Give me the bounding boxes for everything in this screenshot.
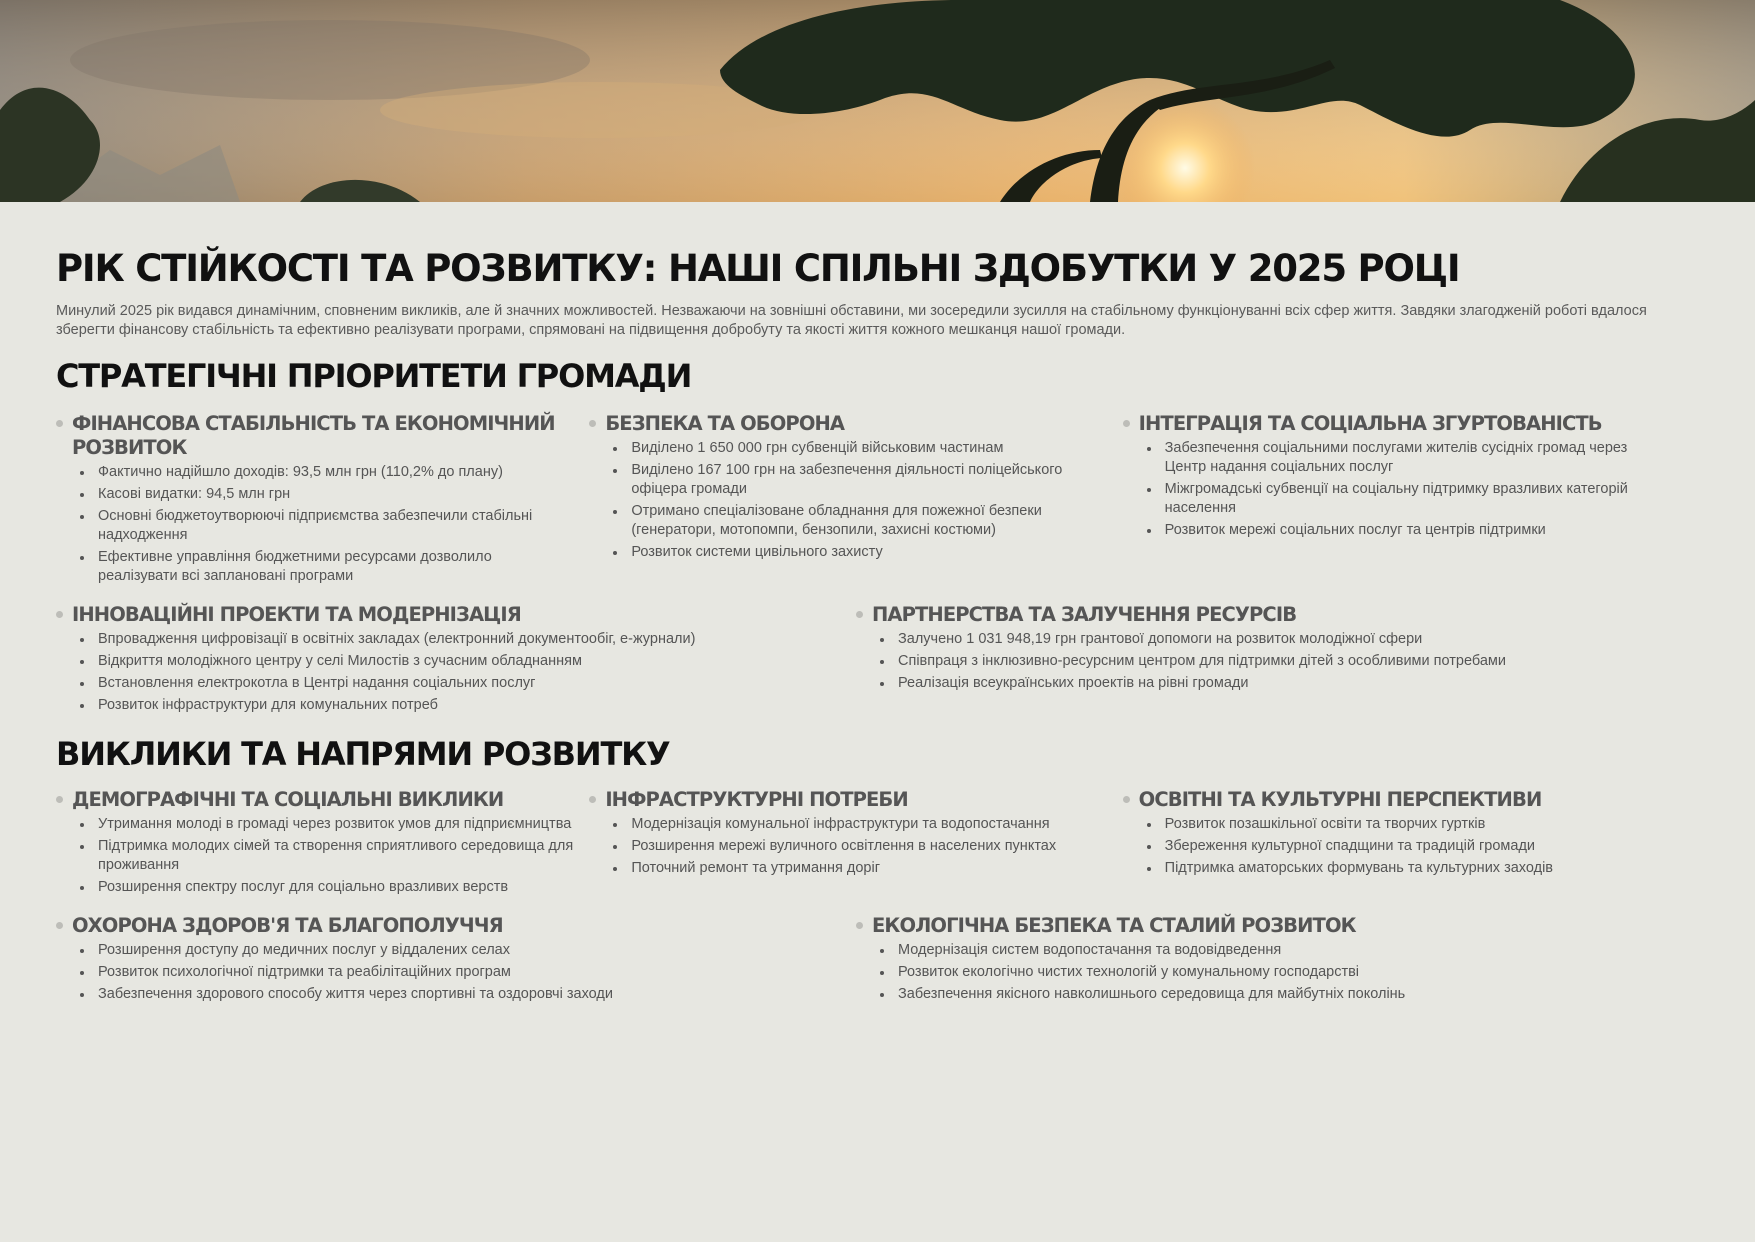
topic-column	[589, 788, 1122, 900]
list-item: Забезпечення соціальними послугами жителів сусідніх громад через Центр надання соціальних послуг	[1165, 439, 1656, 477]
list-item: Впровадження цифровізації в освітніх закладах (електронний документообіг, е-журнали)	[98, 630, 856, 649]
list-item: Розвиток екологічно чистих технологій у комунальному господарстві	[898, 963, 1656, 982]
topic-column	[56, 603, 856, 718]
list-item: Виділено 167 100 грн на забезпечення діяльності поліцейського офіцера громади	[631, 461, 1122, 499]
topic-column	[1123, 788, 1656, 900]
topic-column	[56, 788, 589, 900]
list-item: Встановлення електрокотла в Центрі надання соціальних послуг	[98, 674, 856, 693]
topic-bullet-list	[56, 815, 589, 897]
topic-heading: ПАРТНЕРСТВА ТА ЗАЛУЧЕННЯ РЕСУРСІВ	[856, 603, 1656, 627]
list-item: Розвиток мережі соціальних послуг та центрів підтримки	[1165, 521, 1656, 540]
list-item: Поточний ремонт та утримання доріг	[631, 859, 1122, 878]
sunset-tree-photo	[0, 0, 1755, 202]
page-title: РІК СТІЙКОСТІ ТА РОЗВИТКУ: НАШІ СПІЛЬНІ ЗДОБУТКИ У 2025 РОЦІ	[56, 247, 1460, 290]
list-item: Співпраця з інклюзивно-ресурсним центром для підтримки дітей з особливими потребами	[898, 652, 1656, 671]
list-item: Міжгромадські субвенції на соціальну підтримку вразливих категорій населення	[1165, 480, 1656, 518]
list-item: Розширення мережі вуличного освітлення в населених пунктах	[631, 837, 1122, 856]
topic-column	[56, 914, 856, 1007]
topic-column	[56, 412, 589, 589]
hero-image	[0, 0, 1755, 202]
topic-heading: ІНФРАСТРУКТУРНІ ПОТРЕБИ	[589, 788, 1122, 812]
topic-bullet-list	[856, 630, 1656, 693]
topic-column	[1123, 412, 1656, 589]
topic-heading: ОСВІТНІ ТА КУЛЬТУРНІ ПЕРСПЕКТИВИ	[1123, 788, 1656, 812]
sections	[56, 354, 1656, 1007]
list-item: Модернізація комунальної інфраструктури та водопостачання	[631, 815, 1122, 834]
list-item: Отримано спеціалізоване обладнання для пожежної безпеки (генератори, мотопомпи, бензопили, захисні костюми)	[631, 502, 1122, 540]
list-item: Ефективне управління бюджетними ресурсами дозволило реалізувати всі заплановані програми	[98, 548, 589, 586]
topic-bullet-list	[589, 439, 1122, 562]
list-item: Забезпечення якісного навколишнього середовища для майбутніх поколінь	[898, 985, 1656, 1004]
list-item: Модернізація систем водопостачання та водовідведення	[898, 941, 1656, 960]
topic-heading: ІННОВАЦІЙНІ ПРОЕКТИ ТА МОДЕРНІЗАЦІЯ	[56, 603, 856, 627]
topic-bullet-list	[56, 941, 856, 1004]
list-item: Фактично надійшло доходів: 93,5 млн грн (110,2% до плану)	[98, 463, 589, 482]
list-item: Відкриття молодіжного центру у селі Милостів з сучасним обладнанням	[98, 652, 856, 671]
topic-heading: ДЕМОГРАФІЧНІ ТА СОЦІАЛЬНІ ВИКЛИКИ	[56, 788, 589, 812]
topic-column	[589, 412, 1122, 589]
list-item: Розвиток системи цивільного захисту	[631, 543, 1122, 562]
list-item: Розвиток позашкільної освіти та творчих гуртків	[1165, 815, 1656, 834]
list-item: Залучено 1 031 948,19 грн грантової допомоги на розвиток молодіжної сфери	[898, 630, 1656, 649]
list-item: Основні бюджетоутворюючі підприємства забезпечили стабільні надходження	[98, 507, 589, 545]
main-content	[56, 244, 1656, 1007]
list-item: Утримання молоді в громаді через розвиток умов для підприємництва	[98, 815, 589, 834]
topic-column	[856, 603, 1656, 718]
topic-heading: ІНТЕГРАЦІЯ ТА СОЦІАЛЬНА ЗГУРТОВАНІСТЬ	[1123, 412, 1656, 436]
list-item: Реалізація всеукраїнських проектів на рівні громади	[898, 674, 1656, 693]
section-row	[56, 788, 1656, 900]
topic-bullet-list	[1123, 439, 1656, 540]
section-row	[56, 914, 1656, 1007]
list-item: Збереження культурної спадщини та традицій громади	[1165, 837, 1656, 856]
list-item: Касові видатки: 94,5 млн грн	[98, 485, 589, 504]
list-item: Забезпечення здорового способу життя через спортивні та оздоровчі заходи	[98, 985, 856, 1004]
topic-heading: ОХОРОНА ЗДОРОВ'Я ТА БЛАГОПОЛУЧЧЯ	[56, 914, 856, 938]
list-item: Підтримка аматорських формувань та культурних заходів	[1165, 859, 1656, 878]
section-title: ВИКЛИКИ ТА НАПРЯМИ РОЗВИТКУ	[56, 735, 670, 773]
topic-column	[856, 914, 1656, 1007]
topic-bullet-list	[1123, 815, 1656, 878]
section-row	[56, 412, 1656, 589]
list-item: Розвиток психологічної підтримки та реабілітаційних програм	[98, 963, 856, 982]
list-item: Розширення доступу до медичних послуг у віддалених селах	[98, 941, 856, 960]
section-row	[56, 603, 1656, 718]
topic-bullet-list	[589, 815, 1122, 878]
list-item: Виділено 1 650 000 грн субвенцій військовим частинам	[631, 439, 1122, 458]
list-item: Розвиток інфраструктури для комунальних потреб	[98, 696, 856, 715]
topic-bullet-list	[56, 463, 589, 586]
intro-paragraph: Минулий 2025 рік видався динамічним, сповненим викликів, але й значних можливостей. Незважаючи на зовнішні обставини, ми зосередили зусилля на стабільному функціонуванні всіх сфер життя. Завдяки злагодженій роботі вдалося зберегти фінансову стабільність та ефективно реалізувати програми, спрямовані на підвищення добробуту та якості життя кожного мешканця нашої громади.	[56, 303, 1647, 338]
list-item: Підтримка молодих сімей та створення сприятливого середовища для проживання	[98, 837, 589, 875]
section-title: СТРАТЕГІЧНІ ПРІОРИТЕТИ ГРОМАДИ	[56, 357, 692, 395]
topic-bullet-list	[856, 941, 1656, 1004]
list-item: Розширення спектру послуг для соціально вразливих верств	[98, 878, 589, 897]
topic-heading: ЕКОЛОГІЧНА БЕЗПЕКА ТА СТАЛИЙ РОЗВИТОК	[856, 914, 1656, 938]
topic-heading: ФІНАНСОВА СТАБІЛЬНІСТЬ ТА ЕКОНОМІЧНИЙ РОЗВИТОК	[56, 412, 589, 460]
topic-bullet-list	[56, 630, 856, 715]
topic-heading: БЕЗПЕКА ТА ОБОРОНА	[589, 412, 1122, 436]
